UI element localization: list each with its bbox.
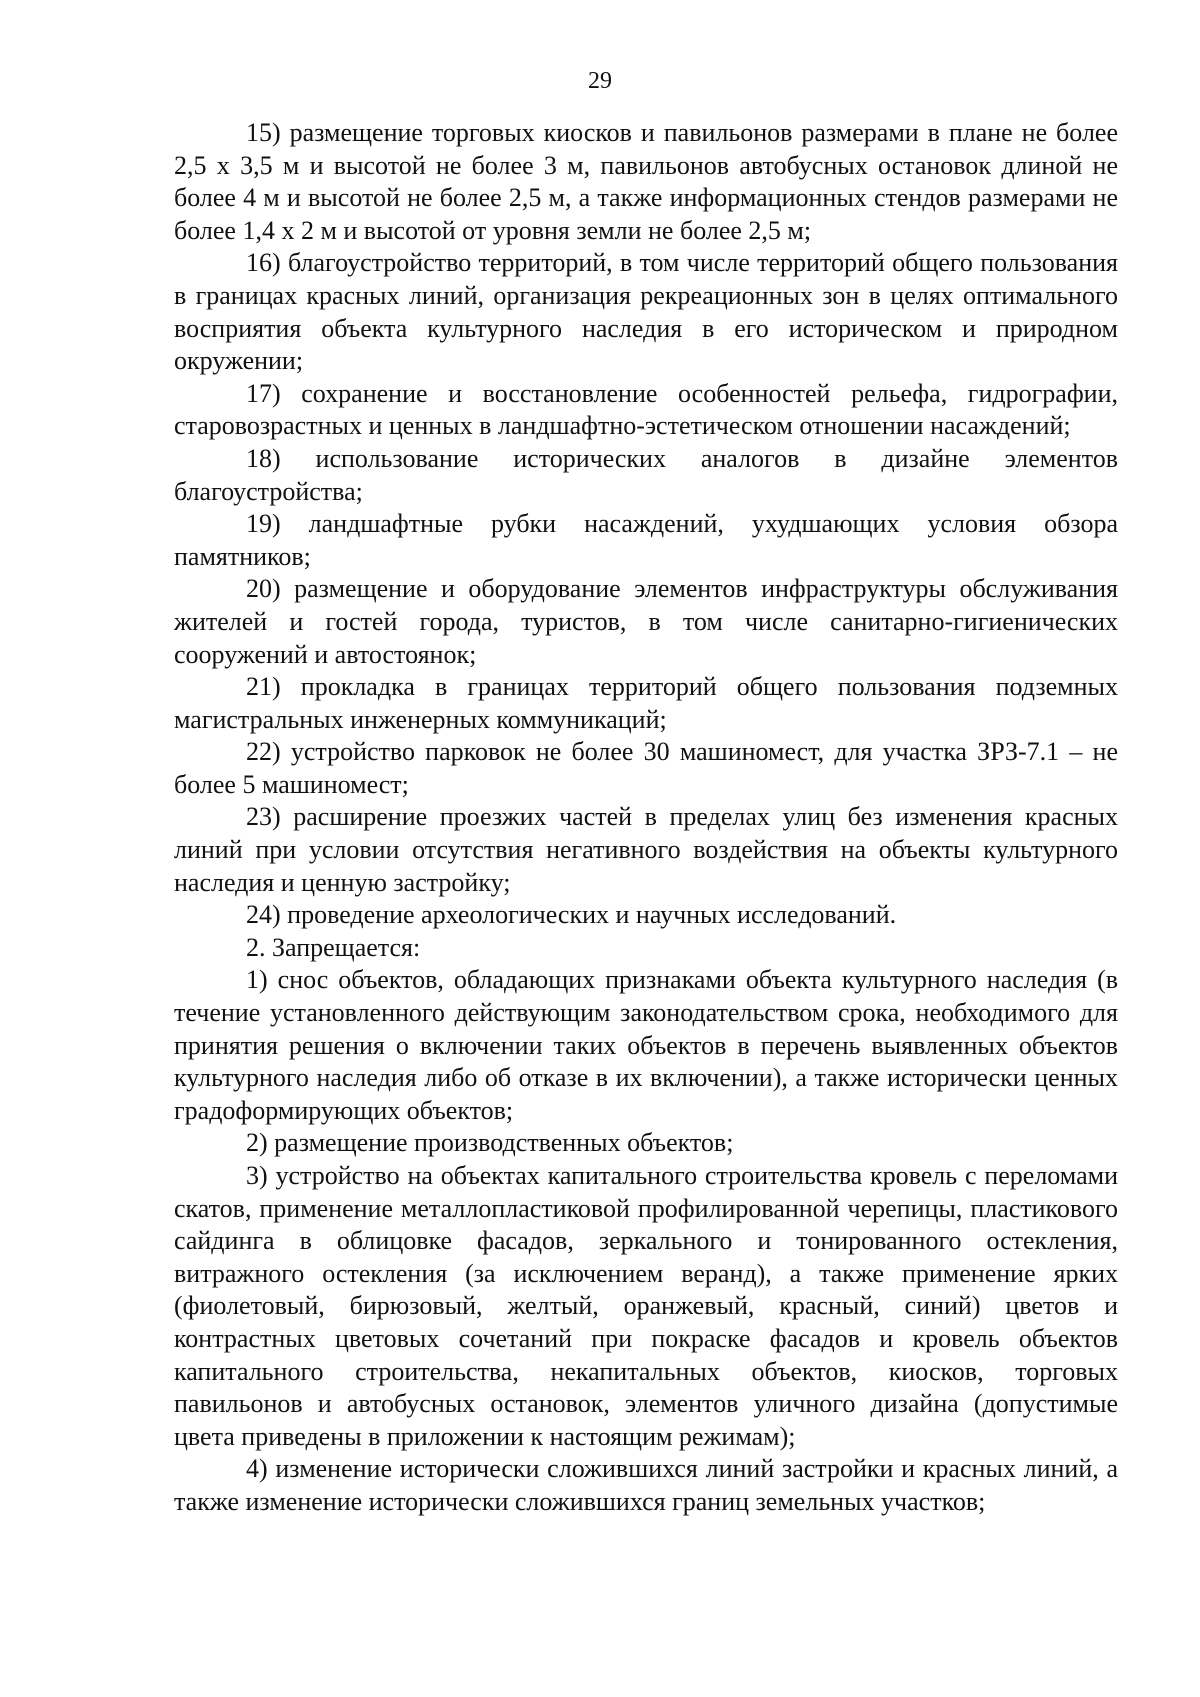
page-number: 29 bbox=[588, 68, 612, 94]
document-body bbox=[174, 117, 1118, 1519]
prohibited-item-1: 1) снос объектов, обладающих признаками объекта культурного наследия (в течение установленного действующим законодательством срока, необходимого для принятия решения о включении таких объектов в перечень выявленных объектов культурного наследия либо об отказе в их включении), а также исторически ценных градоформирующих объектов; bbox=[174, 965, 1118, 1125]
paragraph-item-17: 17) сохранение и восстановление особенностей рельефа, гидрографии, старовозрастных и ценных в ландшафтно-эстетическом отношении насаждений; bbox=[174, 378, 1118, 441]
paragraph-item-23: 23) расширение проезжих частей в пределах улиц без изменения красных линий при условии отсутствия негативного воздействия на объекты культурного наследия и ценную застройку; bbox=[174, 802, 1118, 897]
paragraph-item-21: 21) прокладка в границах территорий общего пользования подземных магистральных инженерных коммуникаций; bbox=[174, 672, 1118, 734]
paragraph-item-19: 19) ландшафтные рубки насаждений, ухудшающих условия обзора памятников; bbox=[174, 509, 1118, 571]
section-heading-prohibited: 2. Запрещается: bbox=[246, 932, 421, 962]
prohibited-item-4: 4) изменение исторически сложившихся линий застройки и красных линий, а также изменение исторически сложившихся границ земельных участков; bbox=[174, 1454, 1118, 1516]
paragraph-item-15: 15) размещение торговых киосков и павильонов размерами в плане не более 2,5 х 3,5 м и высотой не более 3 м, павильонов автобусных остановок длиной не более 4 м и высотой не более 2,5 м, а также информационных стендов размерами не более 1,4 х 2 м и высотой от уровня земли не более 2,5 м; bbox=[174, 118, 1118, 245]
paragraph-item-24: 24) проведение археологических и научных исследований. bbox=[246, 900, 897, 930]
prohibited-item-3: 3) устройство на объектах капитального строительства кровель с переломами скатов, применение металлопластиковой профилированной черепицы, пластикового сайдинга в облицовке фасадов, зеркального и тонированного остекления, витражного остекления (за исключением веранд), а также применение ярких (фиолетовый, бирюзовый, желтый, оранжевый, красный, синий) цветов и контрастных цветовых сочетаний при покраске фасадов и кровель объектов капитального строительства, некапитальных объектов, киосков, торговых павильонов и автобусных остановок, элементов уличного дизайна (допустимые цвета приведены в приложении к настоящим режимам); bbox=[174, 1161, 1118, 1451]
paragraph-item-20: 20) размещение и оборудование элементов инфраструктуры обслуживания жителей и гостей города, туристов, в том числе санитарно-гигиенических сооружений и автостоянок; bbox=[174, 574, 1118, 669]
paragraph-item-16: 16) благоустройство территорий, в том числе территорий общего пользования в границах красных линий, организация рекреационных зон в целях оптимального восприятия объекта культурного наследия в его историческом и природном окружении; bbox=[174, 248, 1118, 376]
prohibited-item-2: 2) размещение производственных объектов; bbox=[246, 1128, 734, 1158]
paragraph-item-22: 22) устройство парковок не более 30 машиномест, для участка ЗРЗ-7.1 – не более 5 машиномест; bbox=[174, 737, 1118, 799]
paragraph-item-18: 18) использование исторических аналогов в дизайне элементов благоустройства; bbox=[174, 443, 1118, 506]
